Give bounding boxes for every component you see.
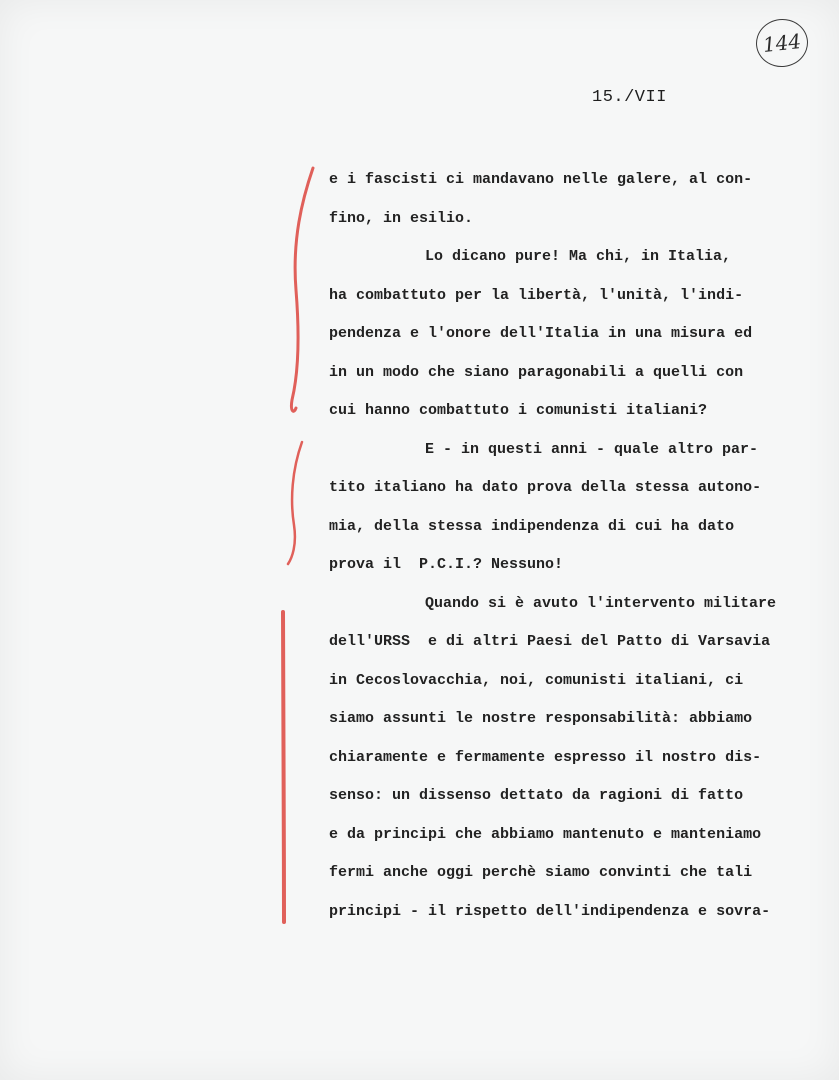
text-line: cui hanno combattuto i comunisti italiani? bbox=[329, 402, 708, 419]
text-line: E - in questi anni - quale altro par- bbox=[425, 440, 759, 458]
page-number: 15./VII bbox=[592, 88, 667, 107]
text-line: siamo assunti le nostre responsabilità: abbiamo bbox=[329, 710, 753, 727]
typed-text-body bbox=[329, 161, 819, 931]
text-line: fermi anche oggi perchè siamo convinti che tali bbox=[329, 864, 753, 881]
text-line: in Cecoslovacchia, noi, comunisti italiani, ci bbox=[329, 671, 744, 689]
red-bracket-upper bbox=[291, 168, 313, 411]
text-line: e i fascisti ci mandavano nelle galere, al con- bbox=[329, 171, 753, 188]
text-line: ha combattuto per la libertà, l'unità, l'indi- bbox=[329, 286, 744, 304]
text-line: prova il P.C.I.? Nessuno! bbox=[329, 556, 564, 573]
text-line: fino, in esilio. bbox=[329, 209, 474, 227]
text-line: mia, della stessa indipendenza di cui ha dato bbox=[329, 517, 735, 535]
folio-stamp bbox=[754, 16, 811, 69]
text-line: Quando si è avuto l'intervento militare bbox=[425, 594, 777, 612]
red-margin-mark bbox=[280, 160, 320, 960]
text-line: tito italiano ha dato prova della stessa autono- bbox=[329, 479, 762, 496]
text-line: principi - il rispetto dell'indipendenza e sovra- bbox=[329, 902, 771, 920]
text-line: pendenza e l'onore dell'Italia in una misura ed bbox=[329, 325, 753, 342]
text-line: in un modo che siano paragonabili a quelli con bbox=[329, 363, 744, 381]
text-line: chiaramente e fermamente espresso il nostro dis- bbox=[329, 748, 762, 766]
red-line-lower bbox=[283, 612, 284, 922]
text-line: e da principi che abbiamo mantenuto e manteniamo bbox=[329, 825, 762, 843]
folio-stamp-number: 144 bbox=[761, 29, 803, 57]
text-line: senso: un dissenso dettato da ragioni di fatto bbox=[329, 787, 744, 804]
text-line: Lo dicano pure! Ma chi, in Italia, bbox=[425, 248, 732, 265]
text-line: dell'URSS e di altri Paesi del Patto di Varsavia bbox=[329, 633, 771, 650]
red-bracket-middle bbox=[288, 442, 302, 564]
